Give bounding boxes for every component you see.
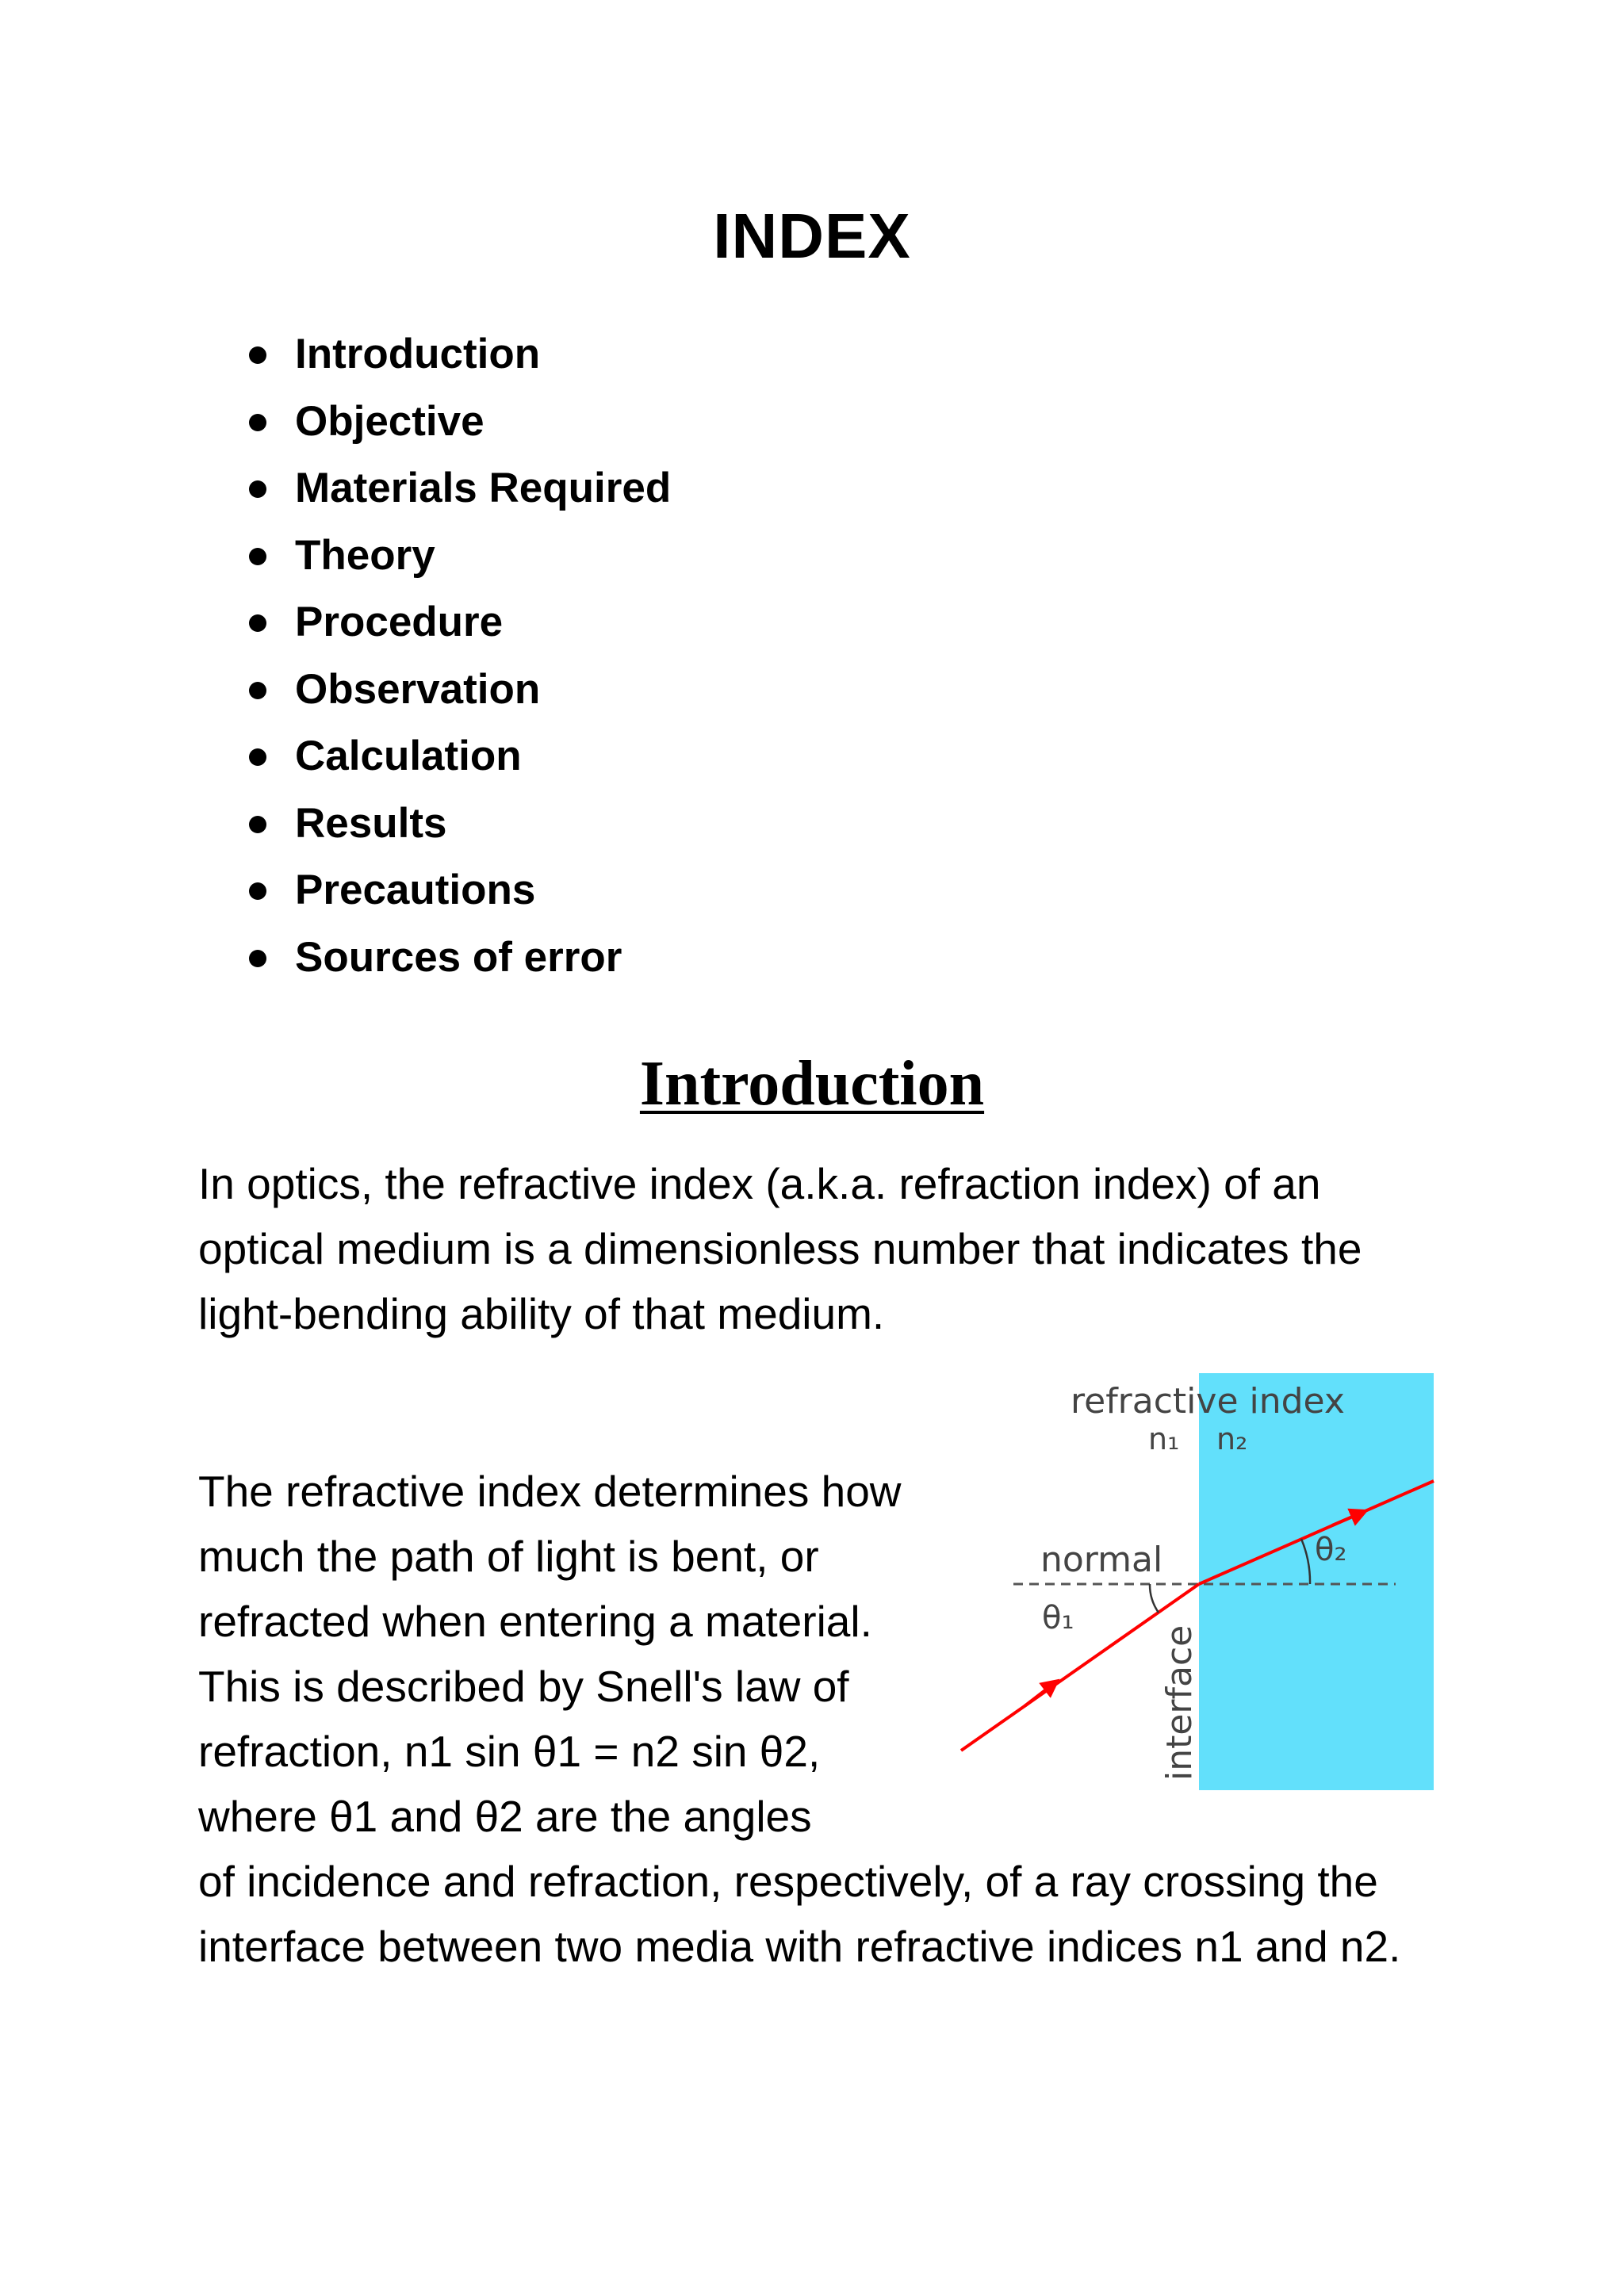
bullet-icon: [249, 480, 266, 498]
index-item-sources-of-error: [238, 924, 671, 992]
index-item-label: Sources of error: [295, 933, 622, 981]
interface-label: interface: [1159, 1624, 1200, 1781]
index-item-results: [238, 790, 671, 858]
introduction-heading: [0, 1049, 1624, 1119]
index-item-observation: [238, 656, 671, 724]
incident-arrow-icon: [1025, 1685, 1052, 1706]
bullet-icon: [249, 882, 266, 900]
bullet-icon: [249, 548, 266, 565]
index-item-label: Calculation: [295, 733, 522, 779]
index-item-introduction: [238, 321, 671, 388]
introduction-paragraph-1: In optics, the refractive index (a.k.a. refraction index) of an optical medium is a dimensionless number that indicates the light-bending ability of that medium.: [198, 1159, 1362, 1338]
introduction-paragraph-2-wrapped: The refractive index determines how much the path of light is bent, or refracted when entering a material. This is described by Snell's law of refraction, n1 sin θ1 = n2 sin θ2, where θ1 and θ2 are the angles: [198, 1467, 902, 1841]
bullet-icon: [249, 614, 266, 632]
index-item-label: Observation: [295, 665, 541, 713]
index-item-theory: [238, 522, 671, 590]
theta2-label: θ₂: [1315, 1532, 1347, 1568]
index-list: [238, 321, 671, 991]
refraction-diagram: [952, 1362, 1443, 1790]
index-item-label: Materials Required: [295, 465, 672, 511]
bullet-icon: [249, 346, 266, 364]
bullet-icon: [249, 950, 266, 967]
theta1-label: θ₁: [1042, 1600, 1074, 1636]
normal-label: normal: [1040, 1540, 1163, 1580]
index-item-label: Precautions: [295, 867, 536, 913]
index-item-label: Procedure: [295, 599, 504, 645]
n2-label: n₂: [1216, 1422, 1248, 1456]
index-item-calculation: [238, 723, 671, 790]
index-item-materials-required: [238, 455, 671, 522]
introduction-paragraph-2-continued: of incidence and refraction, respectively, of a ray crossing the interface between two media with refractive indices n1 and n2.: [198, 1857, 1401, 1971]
index-item-label: Objective: [295, 397, 485, 445]
index-item-objective: [238, 388, 671, 456]
index-item-procedure: [238, 589, 671, 656]
index-title: INDEX: [713, 201, 911, 271]
bullet-icon: [249, 414, 266, 431]
index-item-label: Introduction: [295, 331, 541, 377]
bullet-icon: [249, 748, 266, 766]
theta1-arc: [1150, 1584, 1159, 1613]
index-item-label: Results: [295, 799, 447, 847]
diagram-title: refractive index: [1071, 1381, 1345, 1422]
bullet-icon: [249, 816, 266, 833]
index-item-label: Theory: [295, 531, 435, 579]
n1-label: n₁: [1148, 1422, 1180, 1456]
index-item-precautions: [238, 857, 671, 924]
bullet-icon: [249, 682, 266, 699]
introduction-heading-text: Introduction: [639, 1049, 985, 1119]
